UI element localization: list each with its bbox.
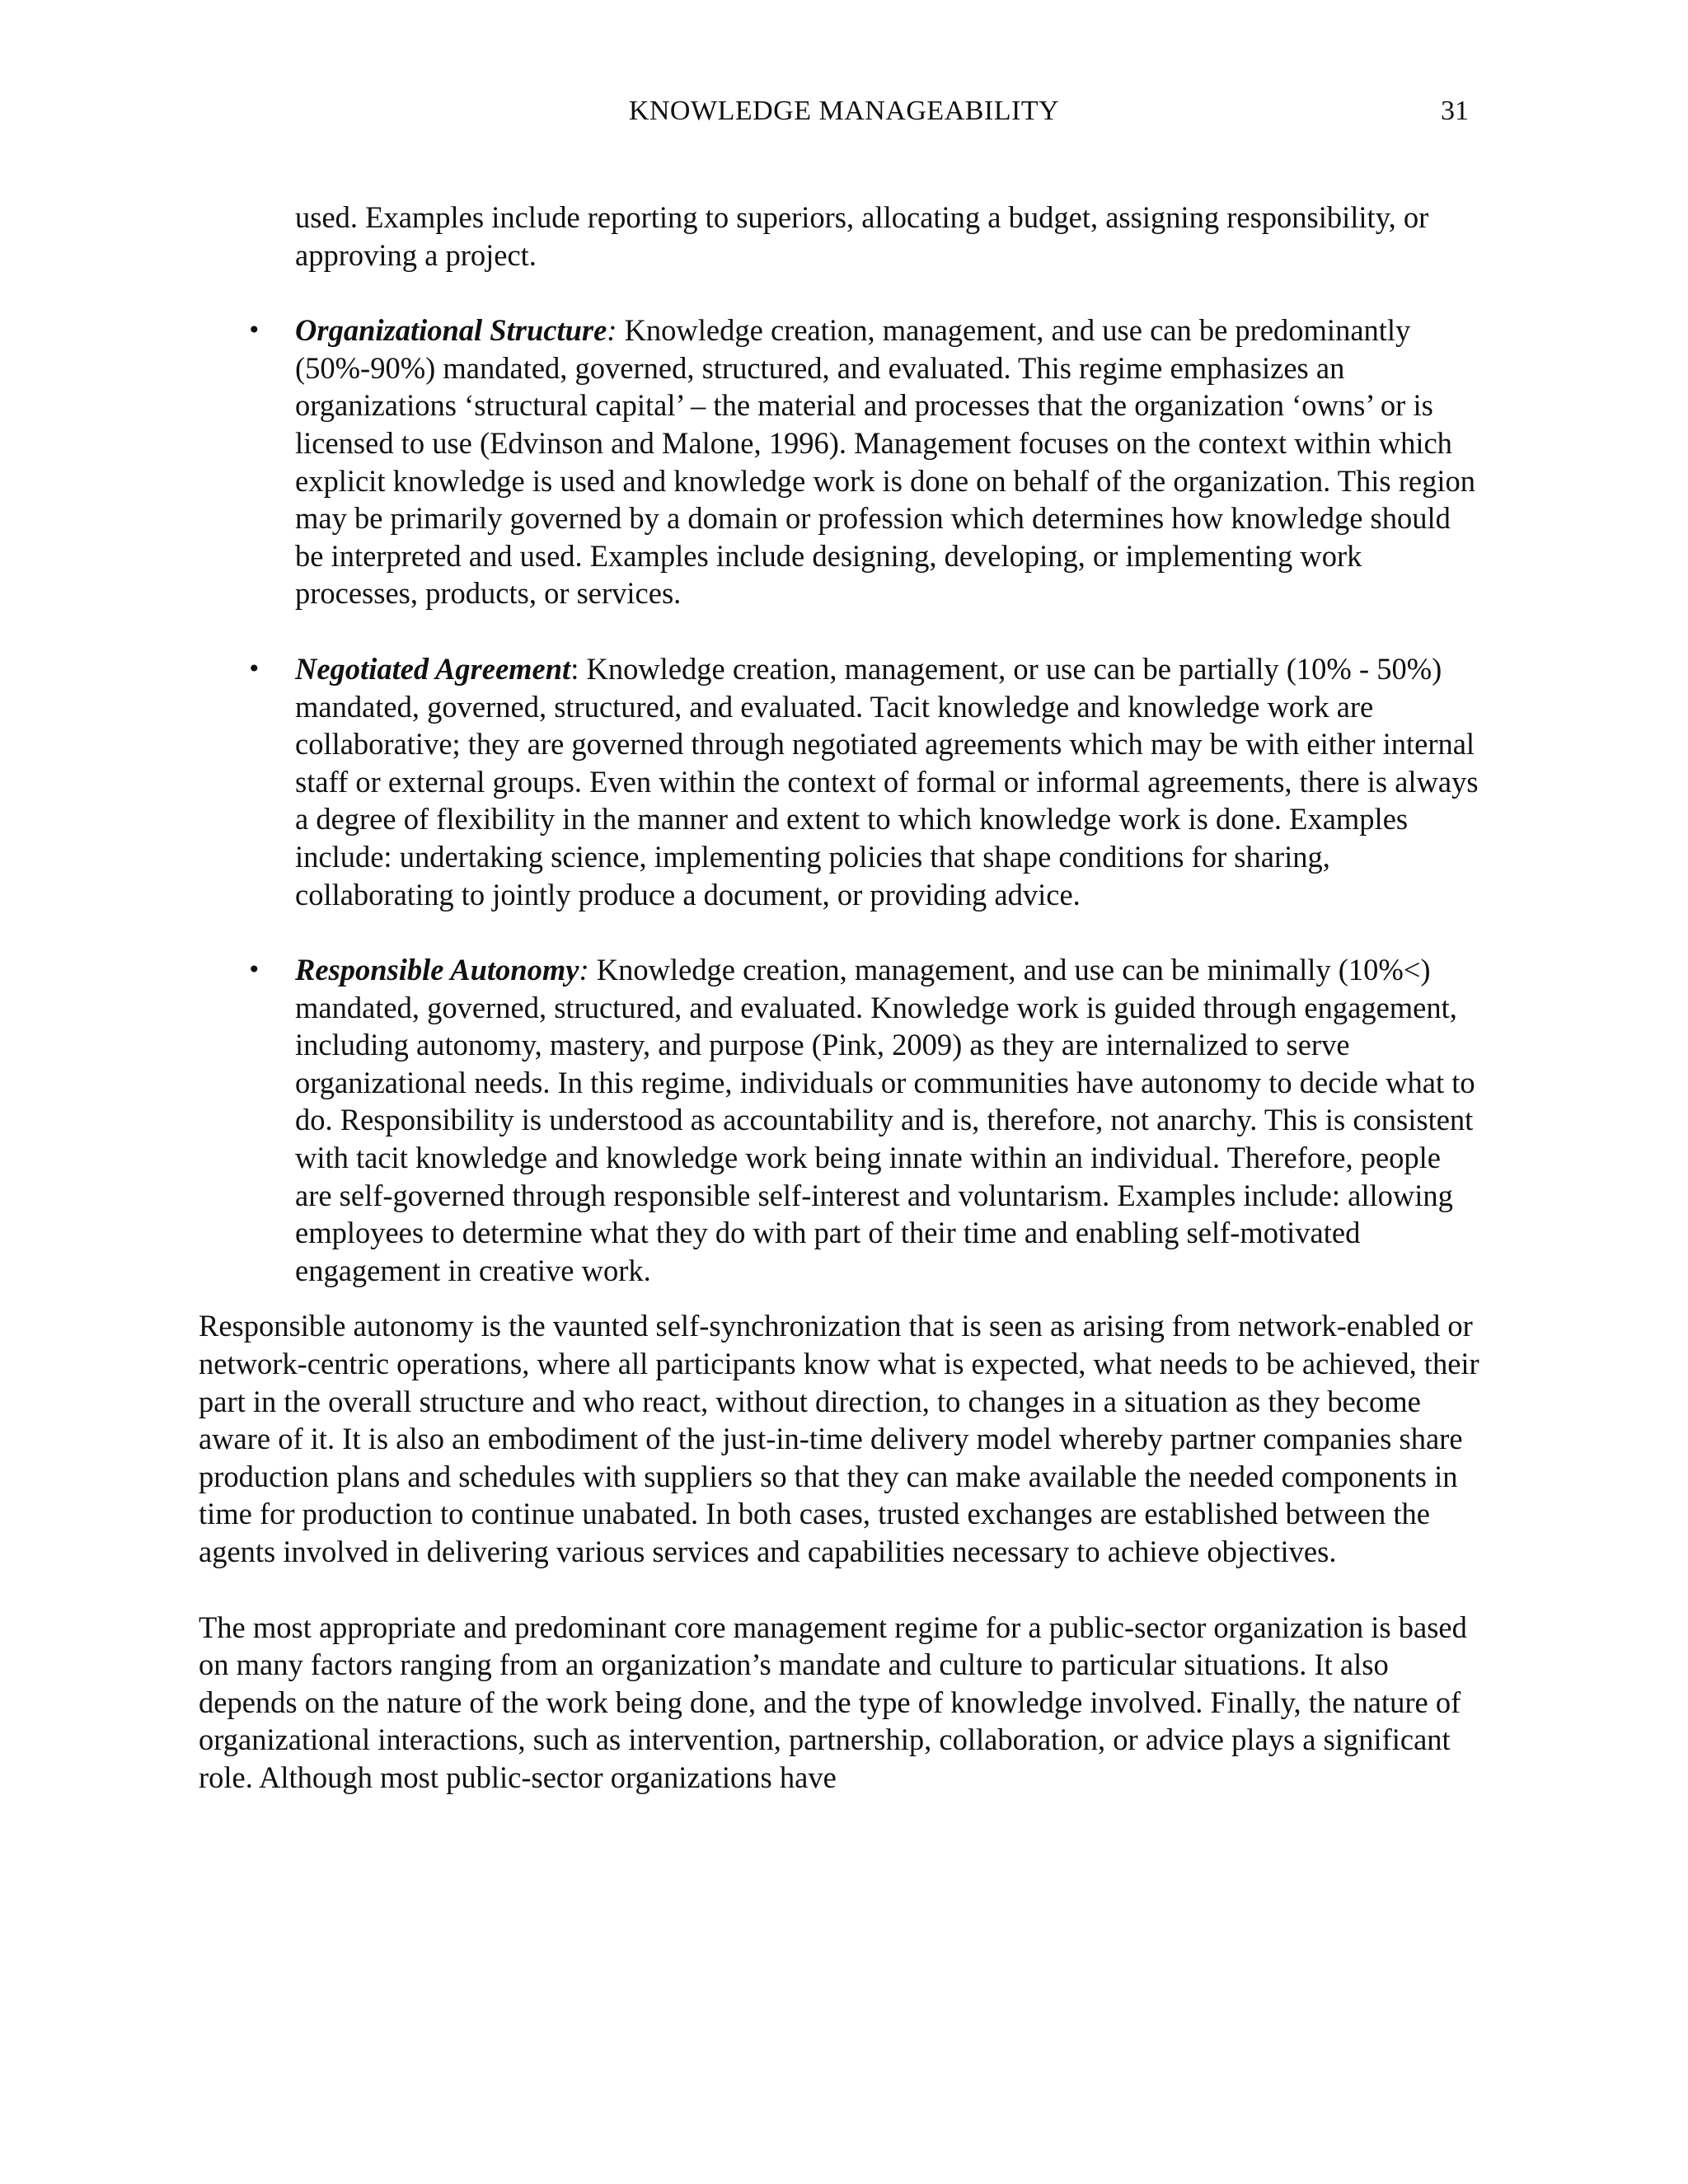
bullet-term: Responsible Autonomy	[295, 953, 579, 987]
bullet-item-negotiated-agreement	[199, 650, 1484, 913]
bullet-term-separator: :	[579, 953, 589, 987]
bullet-term: Organizational Structure	[295, 313, 607, 348]
continuation-text: used. Examples include reporting to superiors, allocating a budget, assigning responsibility, or approving a project.	[295, 200, 1429, 272]
bullet-term-separator: :	[570, 651, 579, 686]
bullet-term-separator: :	[607, 313, 617, 348]
bullet-text: Knowledge creation, management, and use can be minimally (10%<) mandated, governed, structured, and evaluated. Knowledge work is guided through engagement, including autonomy, mastery, and purpose (Pink, 2009) as they are internalized to serve organizational needs. In this regime, individuals or communities have autonomy to decide what to do. Responsibility is understood as accountability and is, therefore, not anarchy. This is consistent with tacit knowledge and knowledge work being innate within an individual. Therefore, people are self-governed through responsible self-interest and voluntarism. Examples include: allowing employees to determine what they do with part of their time and enabling self-motivated engagement in creative work.	[295, 953, 1475, 1287]
bullet-text: Knowledge creation, management, or use can be partially (10% - 50%) mandated, governed, structured, and evaluated. Tacit knowledge and knowledge work are collaborative; they are governed through negotiated agreements which may be with either internal staff or external groups. Even within the context of formal or informal agreements, there is always a degree of flexibility in the manner and extent to which knowledge work is done. Examples include: undertaking science, implementing policies that shape conditions for sharing, collaborating to jointly produce a document, or providing advice.	[295, 651, 1479, 912]
bullet-icon: •	[247, 956, 261, 984]
running-head: KNOWLEDGE MANAGEABILITY	[628, 96, 1060, 126]
page-number: 31	[1441, 96, 1469, 126]
bullet-item-responsible-autonomy	[199, 951, 1484, 1289]
bullet-term: Negotiated Agreement	[295, 651, 571, 686]
body-paragraph: Responsible autonomy is the vaunted self-synchronization that is seen as arising from network-enabled or network-centric operations, where all participants know what is expected, what needs to be achieved, their part in the overall structure and who react, without direction, to changes in a situation as they become aware of it. It is also an embodiment of the just-in-time delivery model whereby partner companies share production plans and schedules with suppliers so that they can make available the needed components in time for production to continue unabated. In both cases, trusted exchanges are established between the agents involved in delivering various services and capabilities necessary to achieve objectives.	[199, 1309, 1479, 1568]
body-paragraph: The most appropriate and predominant core management regime for a public-sector organization is based on many factors ranging from an organization’s mandate and culture to particular situations. It also depends on the nature of the work being done, and the type of knowledge involved. Finally, the nature of organizational interactions, such as intervention, partnership, collaboration, or advice plays a significant role. Although most public-sector organizations have	[199, 1610, 1467, 1794]
bullet-icon: •	[247, 654, 261, 682]
bullet-item-organizational-structure	[199, 312, 1484, 612]
bullet-icon: •	[247, 316, 261, 344]
bullet-text: Knowledge creation, management, and use can be predominantly (50%-90%) mandated, governed, structured, and evaluated. This regime emphasizes an organizations ‘structural capital’ – the material and processes that the organization ‘owns’ or is licensed to use (Edvinson and Malone, 1996). Management focuses on the context within which explicit knowledge is used and knowledge work is done on behalf of the organization. This region may be primarily governed by a domain or profession which determines how knowledge should be interpreted and used. Examples include designing, developing, or implementing work processes, products, or services.	[295, 313, 1475, 611]
page-body	[199, 199, 1484, 1797]
